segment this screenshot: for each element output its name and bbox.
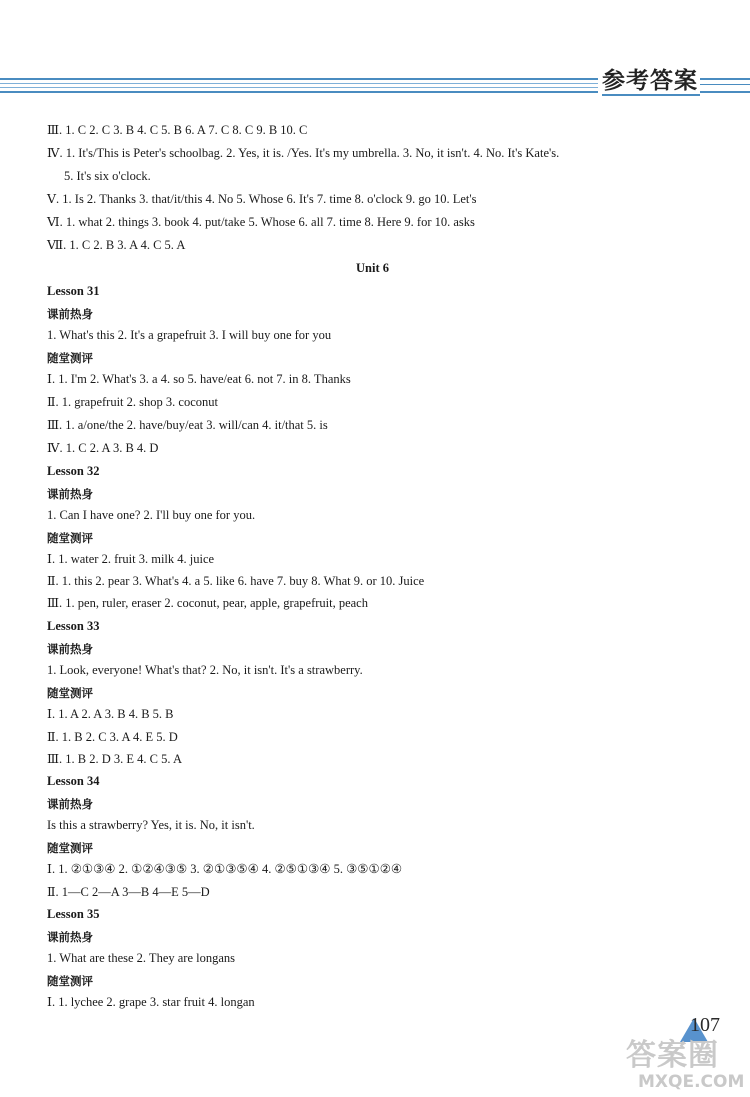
- answer-line: 5. It's six o'clock.: [64, 169, 151, 183]
- section-label: 随堂测评: [47, 686, 93, 700]
- answer-line: Ⅵ. 1. what 2. things 3. book 4. put/take 5. Whose 6. all 7. time 8. Here 9. for 10. asks: [47, 215, 475, 229]
- answer-line: Ⅲ. 1. C 2. C 3. B 4. C 5. B 6. A 7. C 8. C 9. B 10. C: [47, 123, 308, 137]
- answer-line: Ⅰ. 1. lychee 2. grape 3. star fruit 4. longan: [47, 995, 255, 1009]
- answer-line: Ⅰ. 1. water 2. fruit 3. milk 4. juice: [47, 552, 215, 566]
- section-label: 随堂测评: [47, 841, 93, 855]
- lesson-heading: Lesson 33: [47, 619, 100, 633]
- header-rule-right: [700, 78, 750, 94]
- section-label: 课前热身: [47, 642, 93, 656]
- answer-line: Ⅲ. 1. B 2. D 3. E 4. C 5. A: [47, 752, 182, 766]
- unit-heading: Unit 6: [356, 261, 389, 275]
- lesson-heading: Lesson 34: [47, 774, 100, 788]
- answer-line: Ⅲ. 1. a/one/the 2. have/buy/eat 3. will/can 4. it/that 5. is: [47, 418, 328, 432]
- section-label: 随堂测评: [47, 974, 93, 988]
- answer-line: Is this a strawberry? Yes, it is. No, it isn't.: [47, 818, 255, 832]
- section-label: 随堂测评: [47, 531, 93, 545]
- answer-line: Ⅶ. 1. C 2. B 3. A 4. C 5. A: [47, 238, 186, 252]
- answer-line: Ⅳ. 1. C 2. A 3. B 4. D: [47, 441, 159, 455]
- answer-line: Ⅰ. 1. A 2. A 3. B 4. B 5. B: [47, 707, 174, 721]
- page-number-text: 107: [690, 1014, 720, 1036]
- watermark-text: 答案圈: [626, 1038, 719, 1073]
- section-label: 课前热身: [47, 487, 93, 501]
- answer-line: Ⅰ. 1. I'm 2. What's 3. a 4. so 5. have/eat 6. not 7. in 8. Thanks: [47, 372, 351, 386]
- watermark-url: MXQE.COM: [638, 1072, 745, 1092]
- watermark-logo: [626, 1030, 746, 1092]
- section-label: 随堂测评: [47, 351, 93, 365]
- answer-line: Ⅱ. 1. grapefruit 2. shop 3. coconut: [47, 395, 218, 409]
- answer-line: 1. Can I have one? 2. I'll buy one for you.: [47, 508, 256, 522]
- lesson-heading: Lesson 31: [47, 284, 100, 298]
- answer-line: Ⅱ. 1—C 2—A 3—B 4—E 5—D: [47, 885, 210, 899]
- answer-line: Ⅱ. 1. B 2. C 3. A 4. E 5. D: [47, 730, 178, 744]
- answer-line: Ⅱ. 1. this 2. pear 3. What's 4. a 5. like 6. have 7. buy 8. What 9. or 10. Juice: [47, 574, 425, 588]
- answer-line: 1. What are these 2. They are longans: [47, 951, 236, 965]
- answer-line: 1. What's this 2. It's a grapefruit 3. I will buy one for you: [47, 328, 332, 342]
- section-label: 课前热身: [47, 797, 93, 811]
- answer-line: 1. Look, everyone! What's that? 2. No, it isn't. It's a strawberry.: [47, 663, 363, 677]
- answer-line: Ⅴ. 1. Is 2. Thanks 3. that/it/this 4. No 5. Whose 6. It's 7. time 8. o'clock 9. go 10. Let's: [47, 192, 477, 206]
- answer-line: Ⅳ. 1. It's/This is Peter's schoolbag. 2. Yes, it is. /Yes. It's my umbrella. 3. No, it isn't. 4. No. It's Kate's.: [47, 146, 560, 160]
- section-label: 课前热身: [47, 307, 93, 321]
- section-label: 课前热身: [47, 930, 93, 944]
- answer-line: Ⅰ. 1. ②①③④ 2. ①②④③⑤ 3. ②①③⑤④ 4. ②⑤①③④ 5. ③⑤①②④: [47, 862, 403, 876]
- answer-line: Ⅲ. 1. pen, ruler, eraser 2. coconut, pear, apple, grapefruit, peach: [47, 596, 368, 610]
- lesson-heading: Lesson 32: [47, 464, 100, 478]
- page-title: 参考答案: [602, 62, 700, 96]
- lesson-heading: Lesson 35: [47, 907, 100, 921]
- header-rule-left: [0, 78, 598, 94]
